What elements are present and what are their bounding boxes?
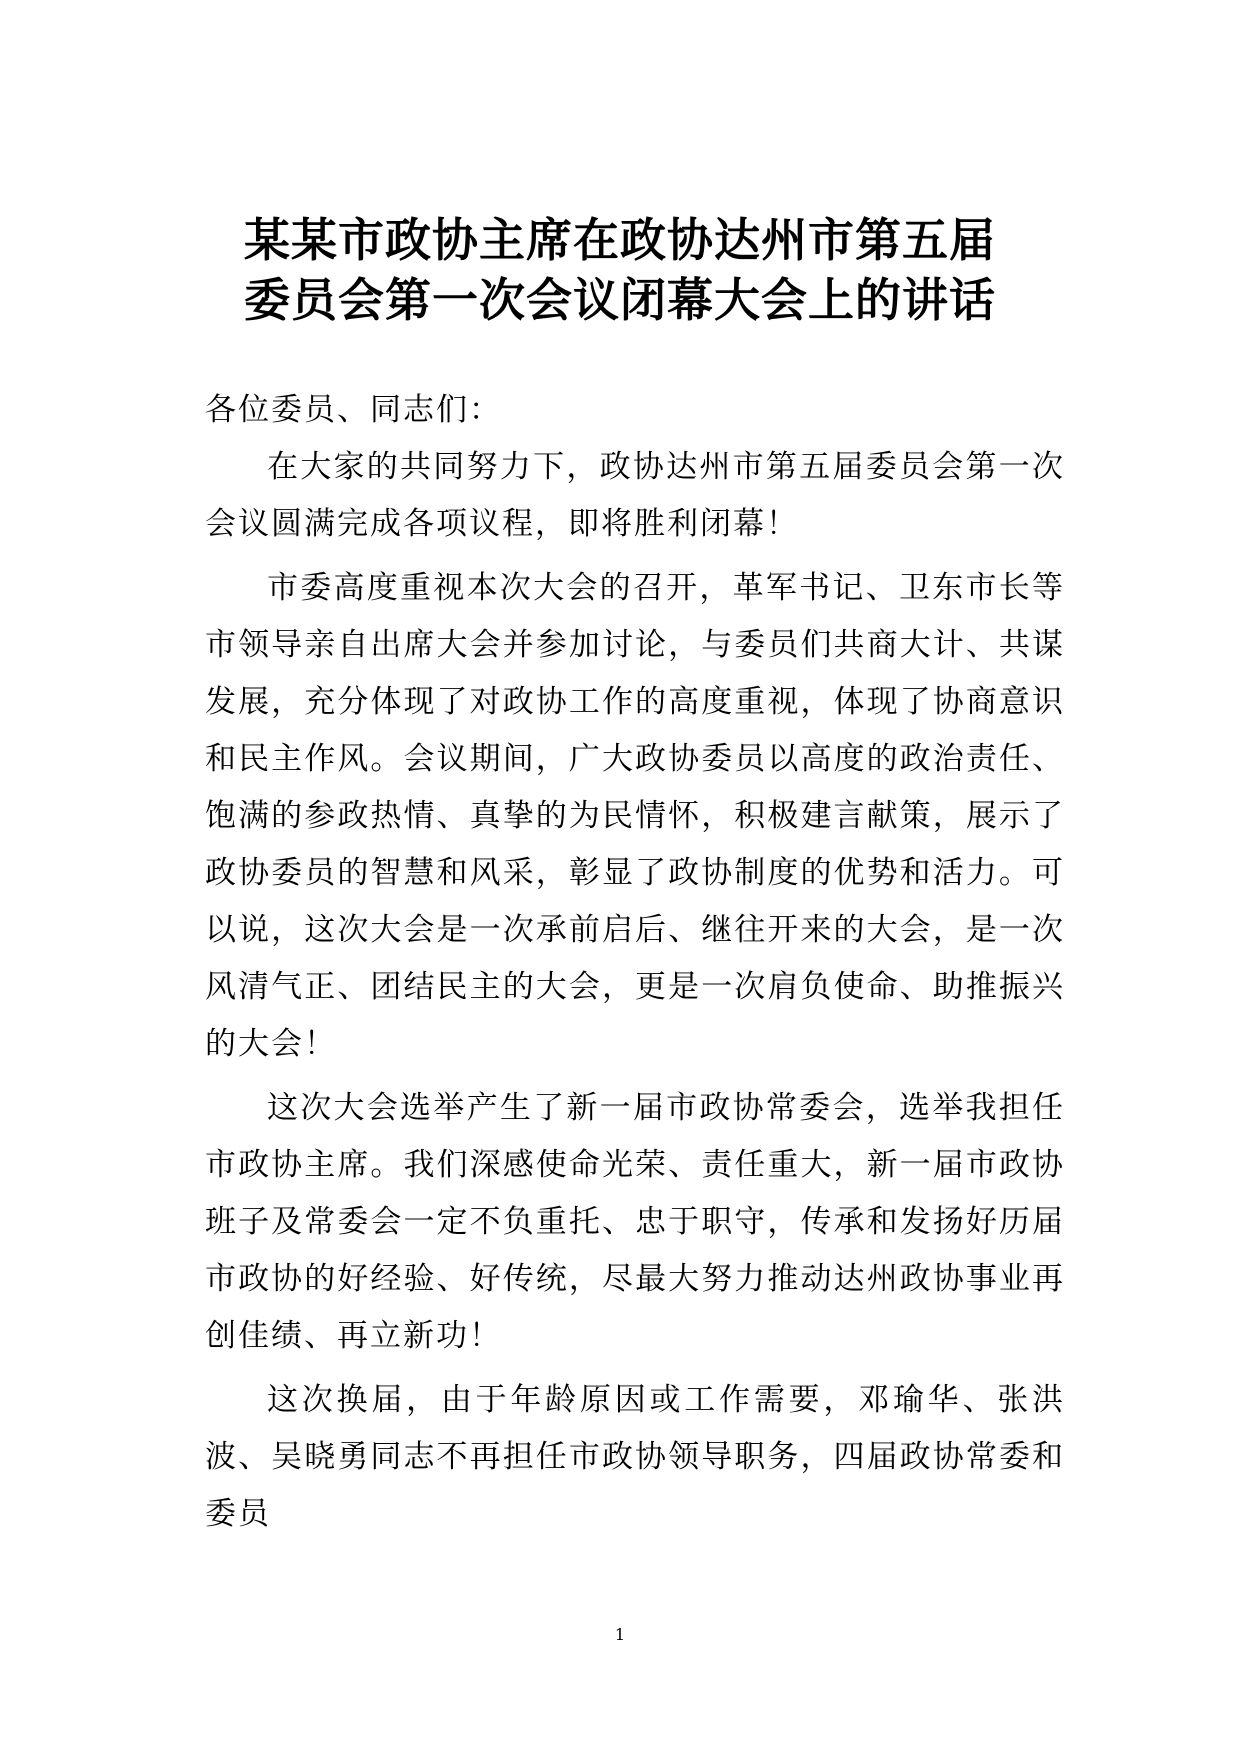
paragraph-3: 这次大会选举产生了新一届市政协常委会，选举我担任市政协主席。我们深感使命光荣、责任重大，新一届市政协班子及常委会一定不负重托、忠于职守，传承和发扬好历届市政协的好经验、好传统，尽最大努力推动达州政协事业再创佳绩、再立新功！ <box>205 1090 1065 1354</box>
page-number: 1 <box>614 1625 626 1644</box>
paragraph-2: 市委高度重视本次大会的召开，革军书记、卫东市长等市领导亲自出席大会并参加讨论，与委员们共商大计、共谋发展，充分体现了对政协工作的高度重视，体现了协商意识和民主作风。会议期间，广大政协委员以高度的政治责任、饱满的参政热情、真挚的为民情怀，积极建言献策，展示了政协委员的智慧和风采，彰显了政协制度的优势和活力。可以说，这次大会是一次承前启后、继往开来的大会，是一次风清气正、团结民主的大会，更是一次肩负使命、助推振兴的大会！ <box>205 570 1065 1062</box>
document-title <box>0 210 1240 330</box>
title-line-2: 委员会第一次会议闭幕大会上的讲话 <box>244 273 996 327</box>
document-body <box>205 382 1065 1550</box>
greeting: 各位委员、同志们： <box>205 392 502 428</box>
paragraph-1: 在大家的共同努力下，政协达州市第五届委员会第一次会议圆满完成各项议程，即将胜利闭幕！ <box>205 449 1065 542</box>
title-line-1: 某某市政协主席在政协达州市第五届 <box>244 213 996 267</box>
paragraph-4: 这次换届，由于年龄原因或工作需要，邓瑜华、张洪波、吴晓勇同志不再担任市政协领导职务，四届政协常委和委员 <box>205 1382 1065 1532</box>
